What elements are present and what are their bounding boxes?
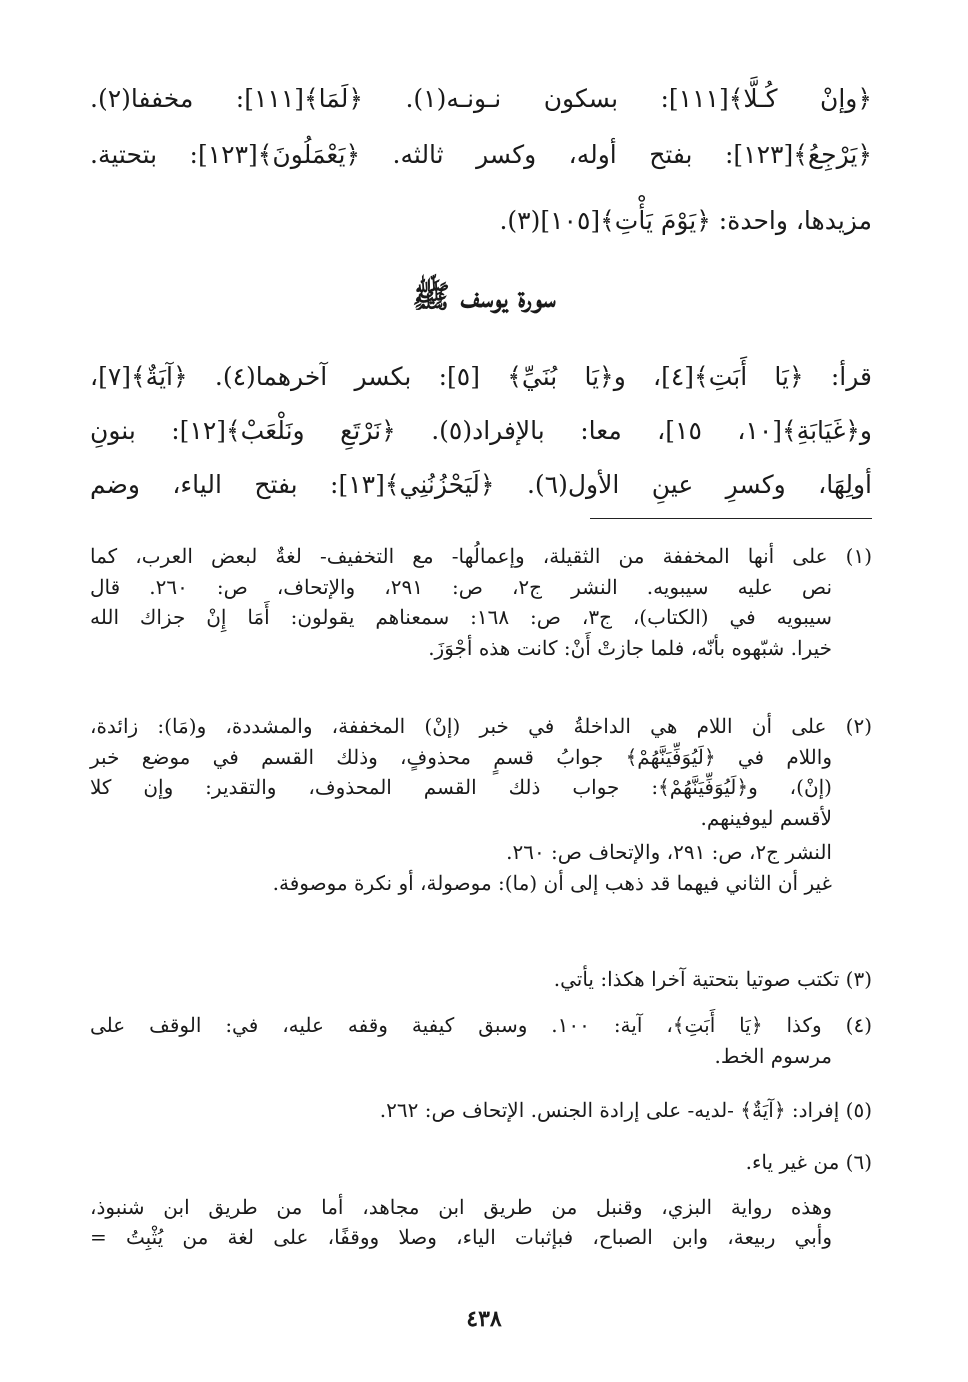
- surah-heading: سورة يوسف ﷺ: [412, 279, 556, 315]
- footnote-line: نص عليه سيبويه. النشر ج٢، ص: ٢٩١، والإتحاف، ص: ٢٦٠. قال: [90, 574, 833, 599]
- footnote-line: (٢) على أن اللام هي الداخلةُ في خبر (إنْ) المخففة، والمشددة، و(مَا): زائدة،: [90, 714, 872, 738]
- footnote-line: (٣) تكتب صوتيا بتحتية آخرا هكذا: يأتي.: [553, 967, 872, 991]
- footnote-divider: [590, 518, 872, 519]
- footnote-5: [90, 1095, 872, 1126]
- yusuf-text-line: أولِهَا، وكسرِ عينِ الأول(٦). ﴿لَيَحْزُنُنِي﴾[١٣]: بفتح الياء، وضم: [90, 470, 872, 499]
- yusuf-text-line: قرأ: ﴿يَا أَبَتِ﴾[٤]، و﴿يَا بُنَيِّ﴾ [٥]: بكسر آخرهما(٤). ﴿آيَةٌ﴾[٧]،: [90, 362, 872, 391]
- footnote-line: سيبويه في (الكتاب)، ج٣، ص: ١٦٨: سمعناهم يقولون: أَمَا إِنْ جزاك الله: [90, 605, 833, 629]
- footnote-line: غير أن الثاني فيهما قد ذهب إلى أن (ما): موصولة، أو نكرة موصوفة.: [272, 870, 832, 895]
- footnote-line: (١) على أنها المخففة من الثقيلة، وإعمالُها- مع التخفيف- لغةٌ لبعض العرب، كما: [90, 544, 872, 568]
- footnote-1: [90, 541, 872, 663]
- yusuf-text-line: و﴿غَيَابَةِ﴾[١٠، ١٥]، معا: بالإفراد(٥). ﴿نَرْتَعِ ونَلْعَبْ﴾[١٢]: بنونِ: [90, 416, 873, 445]
- footnote-line: وأبي ربيعة، وابن الصباح، فبإثبات الياء، وصلا ووقفًا، على لغة من يُثْبِتُ =: [90, 1225, 832, 1249]
- footnote-line: (٦) من غير ياء.: [745, 1150, 872, 1174]
- footnote-line: النشر ج٢، ص: ٢٩١، والإتحاف ص: ٢٦٠.: [506, 840, 832, 864]
- main-text-line: ﴿يَرْجِعُ﴾[١٢٣]: بفتح أوله، وكسر ثالثه. ﴿يَعْمَلُونَ﴾[١٢٣]: بتحتية.: [90, 140, 872, 169]
- footnote-line: واللام في ﴿لَيُوَفِّيَنَّهُمْ﴾ جوابُ قسمٍ محذوفٍ، وذلك القسم في موضع خبر: [90, 744, 832, 769]
- footnote-3: [90, 964, 872, 995]
- footnote-6: [90, 1147, 872, 1253]
- footnote-4: [90, 1010, 872, 1071]
- footnote-line: (٥) إفراد: ﴿آيَةٌ﴾ -لديه- على إرادة الجنس. الإتحاف ص: ٢٦٢.: [379, 1098, 872, 1122]
- main-text-line: ﴿وإنْ كُـلَّا﴾[١١١]: بسكون نـونـه(١). ﴿لَمَا﴾[١١١]: مخففا(٢).: [90, 84, 872, 113]
- footnote-line: لأقسم ليوفينهم.: [700, 805, 832, 830]
- footnote-line: (٤) وكذا ﴿يَا أَبَتِ﴾، آية: ١٠٠. وسبق كيفية وقفه عليه، في: الوقف على: [90, 1013, 873, 1037]
- footnote-line: وهذه رواية البزي، وقنبل من طريق ابن مجاهد، أما من طريق ابن شنبوذ،: [90, 1194, 832, 1219]
- footnote-line: خيرا. شبّهوه بأنّه، فلما جازتْ أَنْ: كانت هذه أجْوَزَ.: [428, 635, 832, 660]
- page-number: ٤٣٨: [466, 1306, 502, 1332]
- footnote-2: [90, 711, 872, 898]
- footnote-line: (إنْ)، و﴿لَيُوَفِّيَنَّهُمْ﴾: جواب ذلك القسم المحذوف، والتقدير: وإن كلا: [90, 775, 832, 799]
- footnote-line: مرسوم الخط.: [714, 1043, 832, 1068]
- main-text-line: مزيدها، واحدة: ﴿يَوْمَ يَأْتِ﴾[١٠٥](٣).: [499, 206, 872, 235]
